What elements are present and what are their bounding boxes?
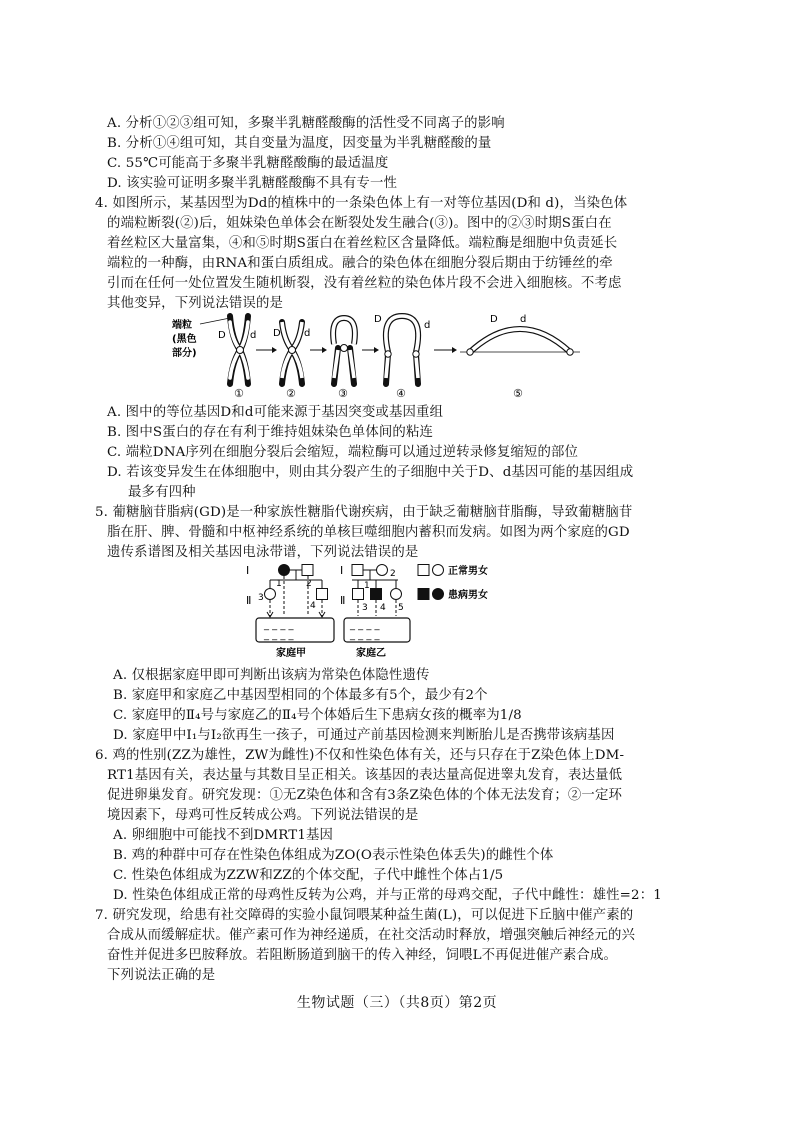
stage-5-label: ⑤ (513, 387, 523, 400)
q3-option-b: B. 分析①④组可知，其自变量为温度，因变量为半乳糖醛酸的量 (107, 136, 492, 151)
q3-option-a: A. 分析①②③组可知，多聚半乳糖醛酸酶的活性受不同离子的影响 (107, 116, 505, 131)
telomere-label-2: (黑色 (172, 334, 197, 345)
stage-5-chromosome (460, 314, 580, 355)
family-b-band-row2: _ _ _ _ (350, 630, 380, 641)
q5-option-c: C. 家庭甲的Ⅱ₄号与家庭乙的Ⅱ₄号个体婚后生下患病女孩的概率为1/8 (113, 708, 522, 723)
family-b-num2: 2 (390, 569, 396, 579)
family-a-gen1: Ⅰ (246, 564, 250, 577)
q6-stem-line2: RT1基因有关，表达量与其数目呈正相关。该基因的表达量高促进睾丸发育，表达量低 (107, 768, 623, 783)
q5-option-b: B. 家庭甲和家庭乙中基因型相同的个体最多有5个，最少有2个 (113, 688, 488, 703)
q4-stem-line4: 端粒的一种酶，由RNA和蛋白质组成。融合的染色体在细胞分裂后期由于纺锤丝的牵 (107, 256, 613, 271)
family-b-pedigree (340, 564, 410, 659)
family-b-label: 家庭乙 (356, 648, 386, 659)
legend-normal: 正常男女 (448, 566, 488, 577)
q7-stem-line4: 下列说法正确的是 (107, 968, 216, 983)
q4-stem-line1: 4. 如图所示，某基因型为Dd的植株中的一条染色体上有一对等位基因(D和 d)，当染色体 (95, 196, 628, 211)
q7-stem-line3: 奋性并促进多巴胺释放。若阻断肠道到脑干的传入神经，饲喂L不再促进催产素合成。 (107, 948, 618, 963)
family-b-num4: 4 (380, 603, 386, 613)
family-b-num3: 3 (362, 603, 368, 613)
stage-1-gene-d: d (250, 330, 257, 341)
family-a-num1: 1 (276, 579, 282, 589)
family-b-band-row1: _ _ _ _ (350, 620, 380, 631)
family-a-band-row2: _ _ _ _ (264, 630, 294, 641)
family-a-band-row1: _ _ _ _ (264, 620, 294, 631)
q4-stem-line2: 的端粒断裂(②)后，姐妹染色单体会在断裂处发生融合(③)。图中的②③时期S蛋白在 (107, 216, 612, 231)
pedigree-legend (418, 564, 488, 601)
stage-5-gene-d: d (520, 314, 527, 325)
q5-stem-line1: 5. 葡糖脑苷脂病(GD)是一种家族性糖脂代谢疾病，由于缺乏葡糖脑苷脂酶，导致葡糖脑苷 (95, 505, 633, 520)
stage-4-gene-D: D (374, 314, 382, 325)
telomere-label-3: 部分) (172, 348, 197, 359)
stage-4-chromosome (374, 314, 430, 384)
telomere-label-1: 端粒 (172, 320, 192, 331)
q4-option-d-line1: D. 若该变异发生在体细胞中，则由其分裂产生的子细胞中关于D、d基因可能的基因组成 (107, 465, 634, 480)
q4-option-c: C. 端粒DNA序列在细胞分裂后会缩短，端粒酶可以通过逆转录修复缩短的部位 (107, 445, 579, 460)
stage-2-gene-d: d (304, 328, 311, 339)
family-a-num2: 2 (306, 579, 312, 589)
stage-2-gene-D: D (273, 328, 281, 339)
stage-2-chromosome (273, 322, 310, 384)
family-a-num3: 3 (258, 593, 264, 603)
q7-stem-line2: 合成从而缓解症状。催产素可作为神经递质，在社交活动时释放，增强突触后神经元的兴 (107, 928, 636, 943)
stage-4-label: ④ (396, 387, 406, 400)
q6-stem-line3: 促进卵巢发育。研究发现：①无Z染色体和含有3条Z染色体的个体无法发育；②一定环 (107, 788, 623, 803)
stage-3-label: ③ (338, 387, 348, 400)
q4-stem-line5: 引而在任何一处位置发生随机断裂，没有着丝粒的染色体片段不会进入细胞核。不考虑 (107, 276, 622, 291)
stage-1-label: ① (234, 387, 244, 400)
stage-1-chromosome (218, 316, 256, 384)
q4-option-a: A. 图中的等位基因D和d可能来源于基因突变或基因重组 (107, 405, 444, 420)
q3-option-c: C. 55℃可能高于多聚半乳糖醛酸酶的最适温度 (107, 156, 389, 171)
stage-2-label: ② (286, 387, 296, 400)
q6-stem-line1: 6. 鸡的性别(ZZ为雄性，ZW为雌性)不仅和性染色体有关，还与只存在于Z染色体上DM- (95, 748, 625, 763)
q5-stem-line2: 脂在肝、脾、骨髓和中枢神经系统的单核巨噬细胞内蓄积而发病。如图为两个家庭的GD (107, 525, 630, 540)
family-a-label: 家庭甲 (276, 648, 306, 659)
q5-stem-line3: 遗传系谱图及相关基因电泳带谱，下列说法错误的是 (107, 545, 419, 560)
family-b-num1: 1 (364, 581, 370, 591)
stage-4-gene-d: d (424, 320, 431, 331)
q4-stem-line6: 其他变异，下列说法错误的是 (107, 296, 284, 311)
page-footer: 生物试题（三）（共8页）第2页 (296, 995, 498, 1011)
stage-3-chromosome (333, 318, 355, 384)
family-b-gen1: Ⅰ (340, 564, 344, 577)
q3-option-d: D. 该实验可证明多聚半乳糖醛酸酶不具有专一性 (107, 176, 398, 191)
q6-option-d: D. 性染色体组成正常的母鸡性反转为公鸡，并与正常的母鸡交配，子代中雌性：雄性=2：1 (113, 888, 662, 903)
q6-option-c: C. 性染色体组成为ZZW和ZZ的个体交配，子代中雌性个体占1/5 (113, 868, 504, 883)
chromosome-fusion-figure (170, 312, 600, 400)
family-a-num4: 4 (310, 601, 316, 611)
legend-affected: 患病男女 (448, 590, 488, 601)
q4-option-b: B. 图中S蛋白的存在有利于维持姐妹染色单体间的粘连 (107, 425, 434, 440)
q7-stem-line1: 7. 研究发现，给患有社交障碍的实验小鼠饲喂某种益生菌(L)，可以促进下丘脑中催产素的 (95, 908, 634, 923)
q6-stem-line4: 境因素下，母鸡可性反转成公鸡。下列说法错误的是 (107, 808, 419, 823)
family-a-pedigree (246, 564, 334, 659)
family-b-num5: 5 (398, 603, 404, 613)
q5-option-d: D. 家庭甲中Ⅰ₁与Ⅰ₂欲再生一孩子，可通过产前基因检测来判断胎儿是否携带该病基因 (113, 728, 615, 743)
stage-1-gene-D: D (218, 330, 226, 341)
q4-stem-line3: 着丝粒区大量富集，④和⑤时期S蛋白在着丝粒区含量降低。端粒酶是细胞中负责延长 (107, 236, 618, 251)
gd-pedigree-figure (240, 560, 540, 660)
q6-option-a: A. 卵细胞中可能找不到DMRT1基因 (113, 828, 334, 843)
q4-option-d-line2: 最多有四种 (128, 485, 196, 500)
q6-option-b: B. 鸡的种群中可存在性染色体组成为ZO(O表示性染色体丢失)的雌性个体 (113, 848, 554, 863)
family-b-gen2: Ⅱ (340, 594, 346, 607)
q5-option-a: A. 仅根据家庭甲即可判断出该病为常染色体隐性遗传 (113, 668, 430, 683)
family-a-gen2: Ⅱ (246, 594, 252, 607)
stage-5-gene-D: D (490, 314, 498, 325)
